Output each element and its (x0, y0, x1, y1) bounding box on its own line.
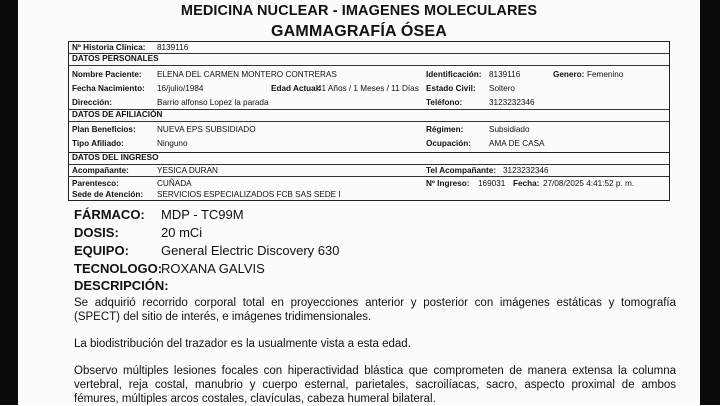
ocupacion-value: AMA DE CASA (489, 139, 545, 148)
farmaco-value: MDP - TC99M (161, 207, 244, 222)
plan-value: NUEVA EPS SUBSIDIADO (157, 125, 256, 134)
parentesco-label: Parentesco: (72, 179, 119, 188)
photo-dark-edge-right (700, 0, 720, 405)
farmaco-label: FÁRMACO: (74, 207, 145, 222)
acompanante-label: Acompañante: (72, 166, 129, 175)
equipo-label: EQUIPO: (74, 243, 129, 258)
nombre-label: Nombre Paciente: (72, 70, 142, 79)
historia-value: 8139116 (157, 43, 189, 52)
divider (69, 53, 669, 54)
edad-label: Edad Actual: (271, 84, 321, 93)
numero-ingreso-value: 169031 (478, 179, 506, 188)
genero-value: Femenino (587, 70, 624, 79)
report-page (18, 0, 700, 405)
description-paragraph: Observo múltiples lesiones focales con hiperactividad blástica que comprometen de manera extensa la columna vertebral, reja costal, manubrio y cuerpo esternal, parietales, sacroilíacas, sacro, aspecto proximal de ambos fémures, múltiples arcos costales, clavículas, cabeza humeral bilateral. (74, 365, 676, 405)
divider (69, 164, 669, 165)
acompanante-value: YESICA DURAN (157, 166, 218, 175)
tipo-afiliado-label: Tipo Afiliado: (72, 139, 124, 148)
tel-acompanante-value: 3123232346 (503, 166, 549, 175)
divider (69, 121, 669, 122)
personal-section-title: DATOS PERSONALES (72, 54, 159, 63)
patient-info-box (68, 41, 670, 201)
regimen-value: Subsidiado (489, 125, 530, 134)
identificacion-label: Identificación: (426, 70, 482, 79)
divider (69, 176, 669, 177)
fecha-ingreso-value: 27/08/2025 4:41:52 p. m. (543, 179, 635, 188)
parentesco-value: CUÑADA (157, 179, 192, 188)
photo-dark-edge-left (0, 0, 18, 405)
edad-value: 41 Años / 1 Meses / 11 Días (317, 84, 419, 93)
dosis-label: DOSIS: (74, 225, 119, 240)
divider (69, 65, 669, 66)
fecha-ingreso-label: Fecha: (513, 179, 540, 188)
divider (69, 152, 669, 153)
estado-civil-label: Estado Civil: (426, 84, 476, 93)
sede-value: SERVICIOS ESPECIALIZADOS FCB SAS SEDE I (157, 190, 341, 199)
sede-label: Sede de Atención: (72, 190, 144, 199)
tel-acompanante-label: Tel Acompañante: (426, 166, 497, 175)
descripcion-label: DESCRIPCIÓN: (74, 278, 169, 293)
estado-civil-value: Soltero (489, 84, 515, 93)
direccion-value: Barrio alfonso Lopez la parada (157, 98, 269, 107)
telefono-label: Teléfono: (426, 98, 463, 107)
ingreso-section-title: DATOS DEL INGRESO (72, 153, 159, 162)
fecha-nacimiento-label: Fecha Nacimiento: (72, 84, 145, 93)
tipo-afiliado-value: Ninguno (157, 139, 188, 148)
tecnologo-value: ROXANA GALVIS (161, 261, 265, 276)
fecha-nacimiento-value: 16/julio/1984 (157, 84, 204, 93)
description-paragraph: La biodistribución del trazador es la usualmente vista a esta edad. (74, 338, 411, 350)
dosis-value: 20 mCi (161, 225, 203, 240)
historia-label: Nº Historia Clínica: (72, 43, 146, 52)
numero-ingreso-label: Nº Ingreso: (426, 179, 470, 188)
plan-label: Plan Beneficios: (72, 125, 136, 134)
nombre-value: ELENA DEL CARMEN MONTERO CONTRERAS (157, 70, 337, 79)
department-title: MEDICINA NUCLEAR - IMAGENES MOLECULARES (180, 3, 538, 19)
ocupacion-label: Ocupación: (426, 139, 472, 148)
afiliacion-section-title: DATOS DE AFILIACIÓN (72, 110, 163, 119)
telefono-value: 3123232346 (489, 98, 535, 107)
tecnologo-label: TECNOLOGO: (74, 261, 163, 276)
regimen-label: Régimen: (426, 125, 464, 134)
identificacion-value: 8139116 (489, 70, 521, 79)
description-paragraph: Se adquirió recorrido corporal total en proyecciones anterior y posterior con imágenes estáticas y tomografía (SPECT) del sitio de interés, e imágenes tridimensionales. (74, 297, 676, 323)
genero-label: Genero: (553, 70, 585, 79)
direccion-label: Dirección: (72, 98, 113, 107)
equipo-value: General Electric Discovery 630 (161, 243, 340, 258)
study-title: GAMMAGRAFÍA ÓSEA (271, 23, 447, 40)
